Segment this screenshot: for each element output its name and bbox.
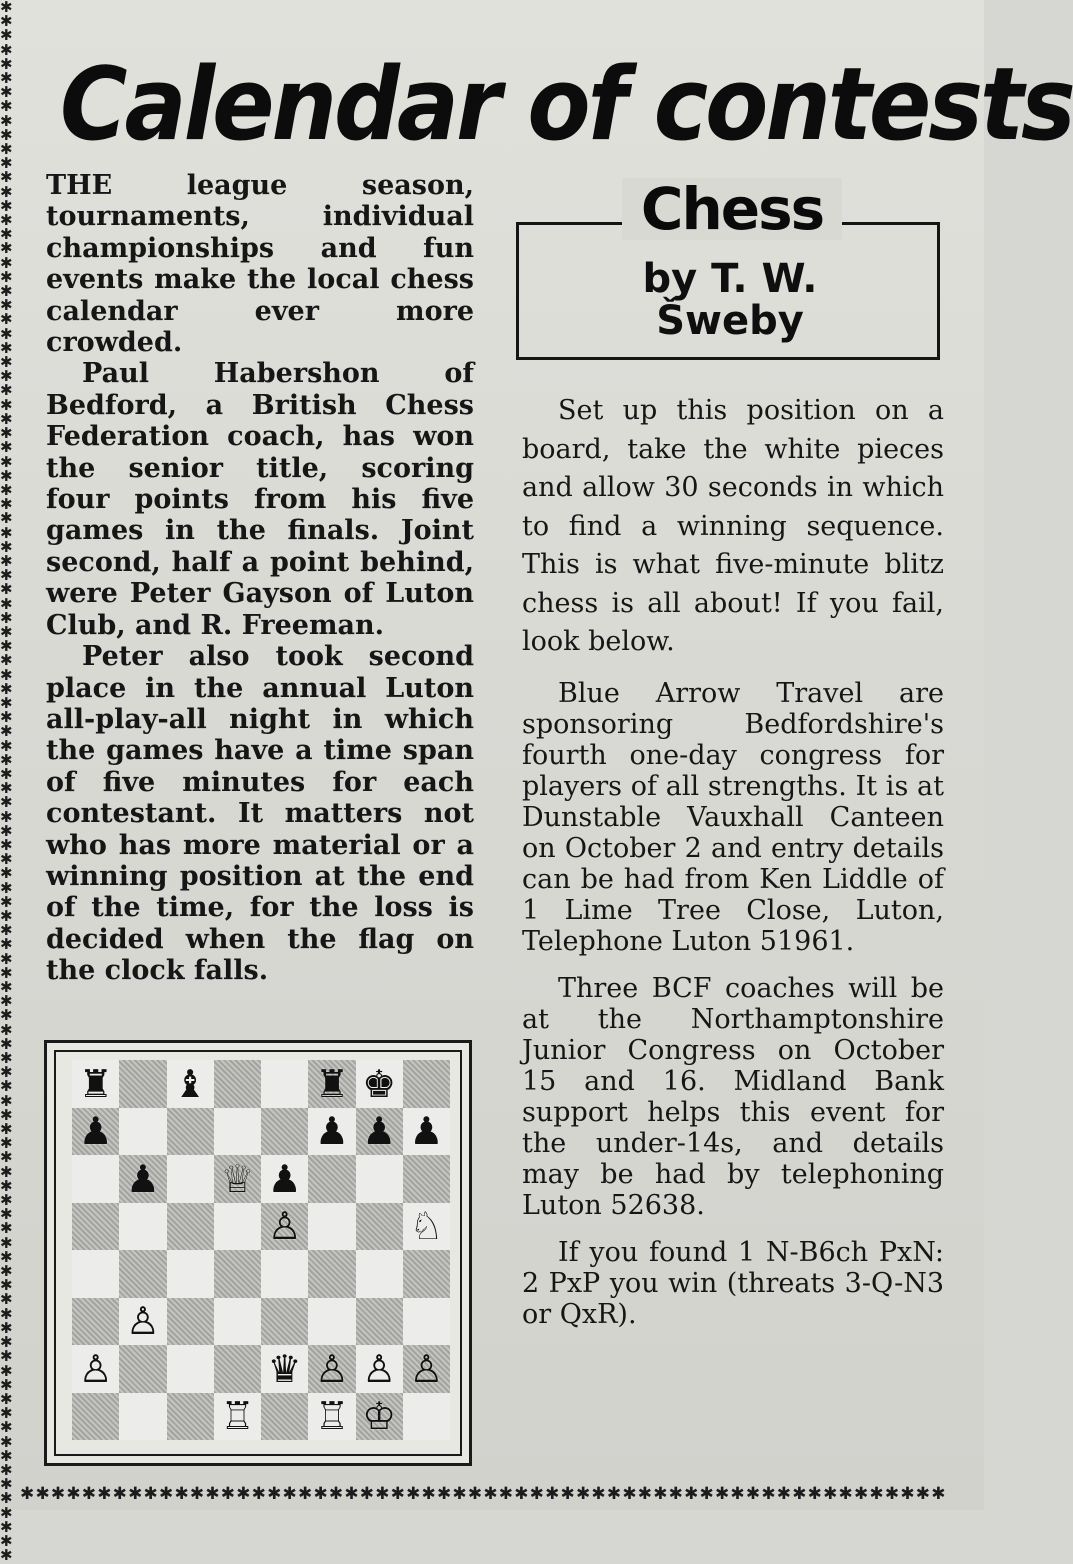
- board-square: [72, 1393, 119, 1441]
- board-square: [167, 1108, 214, 1156]
- board-square: [119, 1108, 166, 1156]
- board-square: [72, 1060, 119, 1108]
- byline-title: Chess: [622, 178, 842, 240]
- chess-piece: ♟: [267, 1156, 302, 1201]
- right-paragraph-4: If you found 1 N-B6ch PxN: 2 PxP you win (threats 3-Q-N3 or QxR).: [522, 1236, 944, 1330]
- board-square: [214, 1345, 261, 1393]
- chess-piece: ♔: [362, 1394, 397, 1439]
- board-square: [356, 1060, 403, 1108]
- chess-piece: ♚: [362, 1061, 397, 1106]
- board-square: [72, 1345, 119, 1393]
- left-paragraph-1: THE league season, tournaments, individual championships and fun events make the local chess calendar ever more crowded.: [46, 170, 474, 359]
- board-square: [308, 1108, 355, 1156]
- board-square: [214, 1393, 261, 1441]
- board-square: [214, 1203, 261, 1251]
- board-square: [308, 1298, 355, 1346]
- board-square: [167, 1250, 214, 1298]
- board-square: [403, 1155, 450, 1203]
- board-square: [356, 1393, 403, 1441]
- board-square: [308, 1345, 355, 1393]
- board-square: [403, 1298, 450, 1346]
- board-square: [167, 1298, 214, 1346]
- board-square: [119, 1155, 166, 1203]
- board-square: [214, 1298, 261, 1346]
- left-paragraph-3: Peter also took second place in the annual Luton all-play-all night in which the games have a time span of five minutes for each contestant. It matters not who has more material or a winning position at the end of the time, for the loss is decided when the flag on the clock falls.: [46, 641, 474, 987]
- chess-piece: ♕: [220, 1156, 255, 1201]
- byline-author-line-1: by T. W.: [642, 256, 818, 302]
- board-square: [356, 1203, 403, 1251]
- board-square: [356, 1298, 403, 1346]
- board-square: [308, 1060, 355, 1108]
- board-square: [167, 1155, 214, 1203]
- board-square: [72, 1108, 119, 1156]
- chess-piece: ♙: [409, 1346, 444, 1391]
- board-square: [356, 1250, 403, 1298]
- board-square: [72, 1298, 119, 1346]
- board-square: [356, 1155, 403, 1203]
- chess-piece: ♟: [78, 1109, 113, 1154]
- board-square: [167, 1345, 214, 1393]
- byline-author: [540, 258, 920, 354]
- board-square: [119, 1345, 166, 1393]
- left-paragraph-2: Paul Habershon of Bedford, a British Chess Federation coach, has won the senior title, scoring four points from his five games in the finals. Joint second, half a point behind, were Peter Gayson of Luton Club, and R. Freeman.: [46, 358, 474, 641]
- board-square: [119, 1298, 166, 1346]
- board-square: [403, 1108, 450, 1156]
- chess-piece: ♙: [362, 1346, 397, 1391]
- chess-piece: ♖: [314, 1394, 349, 1439]
- board-square: [308, 1155, 355, 1203]
- board-square: [167, 1060, 214, 1108]
- board-square: [72, 1203, 119, 1251]
- right-paragraph-1: Set up this position on a board, take the white pieces and allow 30 seconds in which to find a winning sequence. This is what five-minute blitz chess is all about! If you fail, look below.: [522, 395, 944, 657]
- board-square: [356, 1345, 403, 1393]
- board-square: [167, 1203, 214, 1251]
- right-column: [522, 392, 944, 1346]
- board-square: [119, 1250, 166, 1298]
- board-square: [214, 1060, 261, 1108]
- board-square: [261, 1203, 308, 1251]
- board-square: [72, 1250, 119, 1298]
- chess-piece: ♙: [125, 1299, 160, 1344]
- chess-piece: ♟: [314, 1109, 349, 1154]
- board-square: [119, 1393, 166, 1441]
- chess-piece: ♛: [267, 1346, 302, 1391]
- chess-piece: ♟: [362, 1109, 397, 1154]
- headline: Calendar of contests: [60, 45, 1073, 164]
- left-column: [46, 170, 474, 987]
- board-square: [119, 1060, 166, 1108]
- board-square: [356, 1108, 403, 1156]
- board-square: [72, 1155, 119, 1203]
- board-square: [403, 1345, 450, 1393]
- board-square: [119, 1203, 166, 1251]
- star-border-bottom: ✱✱✱✱✱✱✱✱✱✱✱✱✱✱✱✱✱✱✱✱✱✱✱✱✱✱✱✱✱✱✱✱✱✱✱✱✱✱✱✱✱✱✱✱✱✱✱✱✱✱✱✱✱✱✱✱✱✱✱✱: [20, 1484, 947, 1504]
- chess-piece: ♙: [78, 1346, 113, 1391]
- chess-piece: ♙: [267, 1204, 302, 1249]
- board-square: [308, 1393, 355, 1441]
- board-square: [261, 1060, 308, 1108]
- chess-board: [72, 1060, 450, 1440]
- chess-piece: ♖: [220, 1394, 255, 1439]
- chess-piece: ♜: [78, 1061, 113, 1106]
- board-square: [214, 1155, 261, 1203]
- board-square: [167, 1393, 214, 1441]
- board-square: [261, 1298, 308, 1346]
- byline-author-line-2: Šweby: [656, 298, 804, 344]
- board-square: [308, 1203, 355, 1251]
- star-border-left: ✱ ✱ ✱ ✱ ✱ ✱ ✱ ✱ ✱ ✱ ✱ ✱ ✱ ✱ ✱ ✱ ✱ ✱ ✱ ✱ ✱ ✱ ✱ ✱ ✱ ✱ ✱ ✱ ✱ ✱ ✱ ✱ ✱ ✱ ✱ ✱ ✱ ✱ ✱ ✱ ✱ ✱ ✱ ✱ ✱ ✱ ✱ ✱ ✱ ✱ ✱ ✱ ✱ ✱ ✱ ✱ ✱ ✱ ✱ ✱ ✱ ✱ ✱ ✱ ✱ ✱ ✱ ✱ ✱ ✱ ✱ ✱ ✱ ✱ ✱ ✱ ✱ ✱ ✱ ✱ ✱ ✱ ✱ ✱ ✱ ✱ ✱ ✱ ✱ ✱ ✱ ✱ ✱ ✱ ✱ ✱ ✱ ✱ ✱ ✱ ✱ ✱ ✱ ✱ ✱ ✱ ✱ ✱ ✱ ✱: [0, 0, 13, 1564]
- chess-piece: ♙: [314, 1346, 349, 1391]
- board-square: [261, 1393, 308, 1441]
- chess-piece: ♘: [409, 1204, 444, 1249]
- chess-piece: ♟: [125, 1156, 160, 1201]
- chess-piece: ♟: [409, 1109, 444, 1154]
- right-paragraph-3: Three BCF coaches will be at the Northamptonshire Junior Congress on October 15 and 16. Midland Bank support helps this event for the under-14s, and details may be had by telephoning Luton 52638.: [522, 972, 944, 1221]
- chess-piece: ♜: [314, 1061, 349, 1106]
- board-square: [214, 1108, 261, 1156]
- board-square: [403, 1203, 450, 1251]
- board-square: [261, 1345, 308, 1393]
- board-square: [403, 1250, 450, 1298]
- right-paragraph-2: Blue Arrow Travel are sponsoring Bedfordshire's fourth one-day congress for players of all strengths. It is at Dunstable Vauxhall Canteen on October 2 and entry details can be had from Ken Liddle of 1 Lime Tree Close, Luton, Telephone Luton 51961.: [522, 677, 944, 957]
- board-square: [403, 1060, 450, 1108]
- board-square: [403, 1393, 450, 1441]
- chess-piece: ♝: [173, 1061, 208, 1106]
- board-square: [261, 1250, 308, 1298]
- board-square: [308, 1250, 355, 1298]
- board-square: [214, 1250, 261, 1298]
- board-square: [261, 1108, 308, 1156]
- board-square: [261, 1155, 308, 1203]
